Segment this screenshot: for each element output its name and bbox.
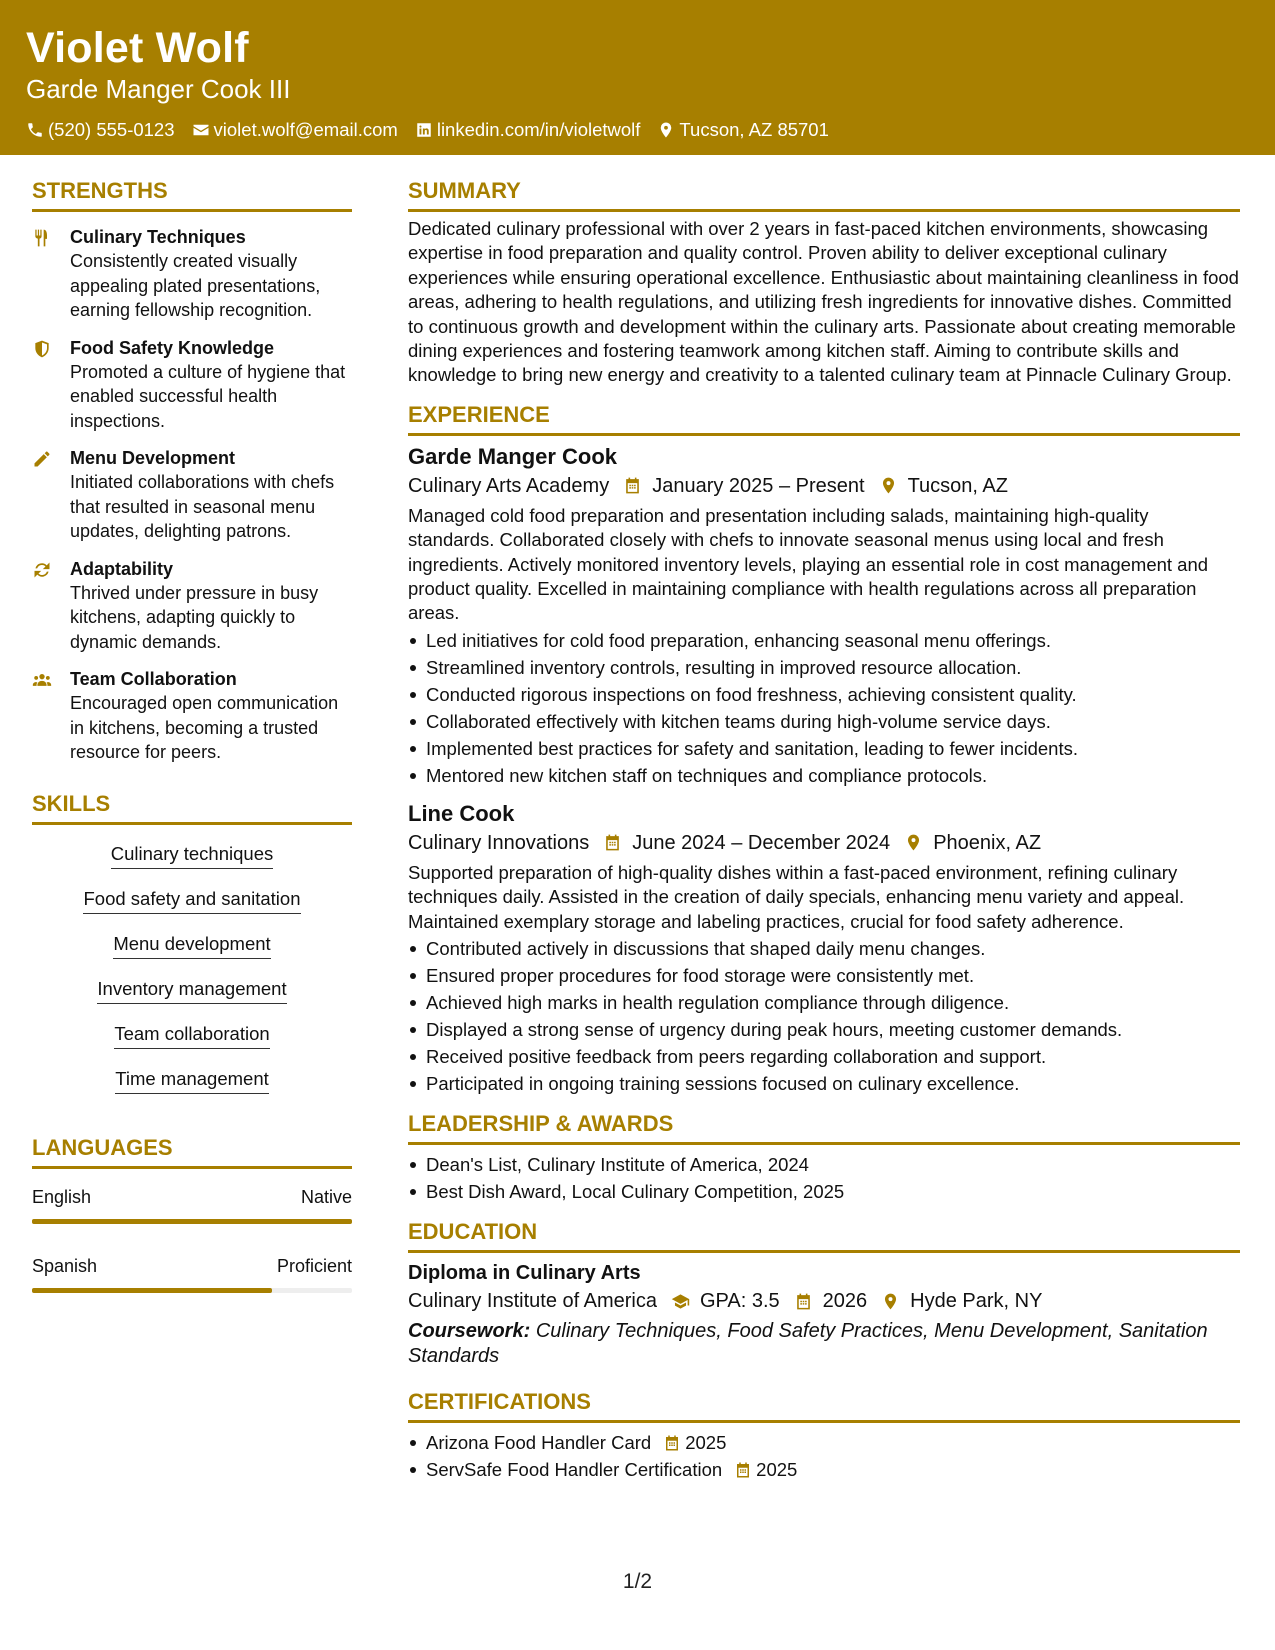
shield-icon (32, 339, 52, 359)
strength-title: Culinary Techniques (70, 227, 246, 247)
certification-name: Arizona Food Handler Card (426, 1432, 652, 1454)
strength-item (32, 225, 352, 323)
job-meta (408, 829, 1240, 857)
strength-desc: Consistently created visually appealing plated presentations, earning fellowship recognition. (70, 251, 321, 320)
coursework-label: Coursework: (408, 1320, 531, 1343)
contact-bar (26, 118, 1249, 142)
list-item: Participated in ongoing training sessions focused on culinary excellence. (408, 1070, 1240, 1097)
education-entry (408, 1259, 1240, 1369)
coursework (408, 1319, 1240, 1369)
list-item: Contributed actively in discussions that shaped daily menu changes. (408, 935, 1240, 962)
skill-item: Time management (115, 1067, 269, 1094)
coursework-text: Culinary Techniques, Food Safety Practices, Menu Development, Sanitation Standards (408, 1320, 1208, 1368)
phone-text: (520) 555-0123 (48, 119, 175, 140)
job-description: Supported preparation of high-quality dishes within a fast-paced environment, refining culinary techniques daily. Assisted in the creation of daily specials, enhancing menu variety and appeal. Maintained exemplary storage and labeling practices, crucial for food safety adherence. (408, 861, 1185, 932)
job-bullets (408, 935, 1240, 1097)
job-company: Culinary Innovations (408, 831, 590, 854)
calendar-icon (734, 1461, 752, 1479)
skills-list (32, 835, 352, 1105)
list-item: Implemented best practices for safety and sanitation, leading to fewer incidents. (408, 735, 1240, 762)
contact-location (657, 118, 828, 142)
users-icon (32, 670, 52, 690)
skill-item: Team collaboration (114, 1022, 269, 1049)
strengths-heading: STRENGTHS (32, 176, 352, 212)
leadership-list (408, 1151, 1240, 1205)
list-item: Achieved high marks in health regulation compliance through diligence. (408, 989, 1240, 1016)
list-item: Best Dish Award, Local Culinary Competition, 2025 (408, 1178, 1240, 1205)
skill-item: Culinary techniques (111, 842, 273, 869)
job-title: Line Cook (408, 800, 515, 826)
calendar-icon (663, 1434, 681, 1452)
leadership-heading: LEADERSHIP & AWARDS (408, 1109, 1240, 1145)
location-text: Tucson, AZ 85701 (679, 119, 829, 140)
education-location: Hyde Park, NY (910, 1290, 1043, 1313)
job-title: Garde Manger Cook (408, 443, 618, 469)
skill-item: Inventory management (97, 977, 286, 1004)
language-proficiency-bar (32, 1219, 352, 1224)
list-item: Led initiatives for cold food preparation, enhancing seasonal menu offerings. (408, 627, 1240, 654)
education-year: 2026 (822, 1290, 868, 1313)
education-heading: EDUCATION (408, 1217, 1240, 1253)
education-meta (408, 1287, 1240, 1315)
pencil-icon (32, 449, 52, 469)
contact-linkedin[interactable] (415, 118, 641, 142)
language-proficiency-bar (32, 1288, 352, 1293)
skill-item: Menu development (113, 932, 270, 959)
page-number: 1/2 (622, 1570, 653, 1593)
job-meta (408, 472, 1240, 500)
strength-desc: Thrived under pressure in busy kitchens, adapting quickly to dynamic demands. (70, 582, 319, 652)
language-level: Native (300, 1186, 352, 1207)
calendar-icon (623, 476, 642, 495)
list-item (408, 1429, 1240, 1456)
job-location: Phoenix, AZ (933, 831, 1042, 854)
skill-item: Food safety and sanitation (83, 887, 300, 914)
strength-item (32, 446, 352, 544)
list-item: Conducted rigorous inspections on food freshness, achieving consistent quality. (408, 681, 1240, 708)
job-entry (408, 799, 1240, 1097)
list-item: Dean's List, Culinary Institute of America, 2024 (408, 1151, 1240, 1178)
linkedin-text: linkedin.com/in/violetwolf (436, 119, 641, 140)
linkedin-icon (415, 121, 433, 139)
candidate-name: Violet Wolf (26, 24, 249, 72)
certification-name: ServSafe Food Handler Certification (426, 1459, 723, 1481)
job-bullets (408, 627, 1240, 789)
summary-heading: SUMMARY (408, 176, 1240, 212)
school-name: Culinary Institute of America (408, 1290, 657, 1313)
language-item (32, 1254, 352, 1293)
strength-item (32, 557, 352, 655)
strength-title: Team Collaboration (70, 669, 237, 689)
candidate-title: Garde Manger Cook III (26, 74, 291, 104)
refresh-icon (32, 560, 52, 580)
list-item: Collaborated effectively with kitchen teams during high-volume service days. (408, 708, 1240, 735)
left-column (32, 176, 352, 1293)
strength-title: Food Safety Knowledge (70, 337, 275, 358)
list-item: Streamlined inventory controls, resulting in improved resource allocation. (408, 654, 1240, 681)
language-item (32, 1185, 352, 1224)
certifications-heading: CERTIFICATIONS (408, 1387, 1240, 1423)
strength-desc: Promoted a culture of hygiene that enabled successful health inspections. (70, 361, 346, 431)
contact-email[interactable] (192, 118, 398, 142)
education-gpa: GPA: 3.5 (700, 1290, 780, 1313)
strength-title: Adaptability (70, 558, 174, 579)
strength-desc: Initiated collaborations with chefs that resulted in seasonal menu updates, delighting patrons. (70, 472, 335, 541)
job-location: Tucson, AZ (907, 474, 1008, 497)
map-pin-icon (881, 1292, 900, 1311)
languages-heading: LANGUAGES (32, 1133, 352, 1169)
list-item: Ensured proper procedures for food storage were consistently met. (408, 962, 1240, 989)
strength-title: Menu Development (70, 448, 236, 468)
calendar-icon (794, 1292, 813, 1311)
contact-phone[interactable] (26, 118, 175, 142)
graduation-cap-icon (671, 1292, 690, 1311)
utensils-icon (32, 228, 52, 248)
language-proficiency-fill (32, 1219, 352, 1224)
certification-year: 2025 (685, 1432, 727, 1454)
resume-header (0, 0, 1275, 155)
list-item: Mentored new kitchen staff on techniques and compliance protocols. (408, 762, 1240, 789)
language-level: Proficient (276, 1255, 352, 1276)
calendar-icon (603, 833, 622, 852)
summary-text: Dedicated culinary professional with over 2 years in fast-paced kitchen environments, showcasing expertise in food preparation and quality control. Proven ability to deliver exceptional culinary experiences while ensuring operational excellence. Enthusiastic about maintaining cleanliness in food areas, adhering to health regulations, and utilizing fresh ingredients for innovative dishes. Committed to continuous growth and development within the culinary arts. Passionate about creating memorable dining experiences and fostering teamwork among kitchen staff. Aiming to contribute skills and knowledge to bring new energy and creativity to a talented culinary team at Pinnacle Culinary Group. (408, 218, 1239, 386)
email-text: violet.wolf@email.com (213, 119, 398, 140)
map-pin-icon (657, 121, 675, 139)
language-proficiency-fill (32, 1288, 272, 1293)
job-description: Managed cold food preparation and presentation including salads, maintaining high-quality standards. Collaborated closely with chefs to innovate seasonal menus using local and fresh ingredients. Actively monitored inventory levels, playing an essential role in cost management and product quality. Excelled in maintaining compliance with health regulations across all preparation areas. (408, 504, 1209, 624)
language-name: Spanish (32, 1255, 98, 1276)
certification-year: 2025 (756, 1459, 798, 1481)
right-column (408, 176, 1240, 1483)
list-item: Displayed a strong sense of urgency during peak hours, meeting customer demands. (408, 1016, 1240, 1043)
job-company: Culinary Arts Academy (408, 474, 610, 497)
map-pin-icon (879, 476, 898, 495)
job-entry (408, 442, 1240, 789)
skills-heading: SKILLS (32, 789, 352, 825)
map-pin-icon (904, 833, 923, 852)
envelope-icon (192, 121, 210, 139)
job-dates: January 2025 – Present (652, 474, 865, 497)
certifications-list (408, 1429, 1240, 1483)
degree-title: Diploma in Culinary Arts (408, 1262, 641, 1285)
experience-heading: EXPERIENCE (408, 400, 1240, 436)
strength-item (32, 336, 352, 434)
list-item: Received positive feedback from peers regarding collaboration and support. (408, 1043, 1240, 1070)
strength-desc: Encouraged open communication in kitchens, becoming a trusted resource for peers. (70, 693, 339, 762)
phone-icon (26, 121, 44, 139)
job-dates: June 2024 – December 2024 (632, 831, 891, 854)
language-name: English (32, 1186, 92, 1207)
list-item (408, 1456, 1240, 1483)
strength-item (32, 667, 352, 765)
